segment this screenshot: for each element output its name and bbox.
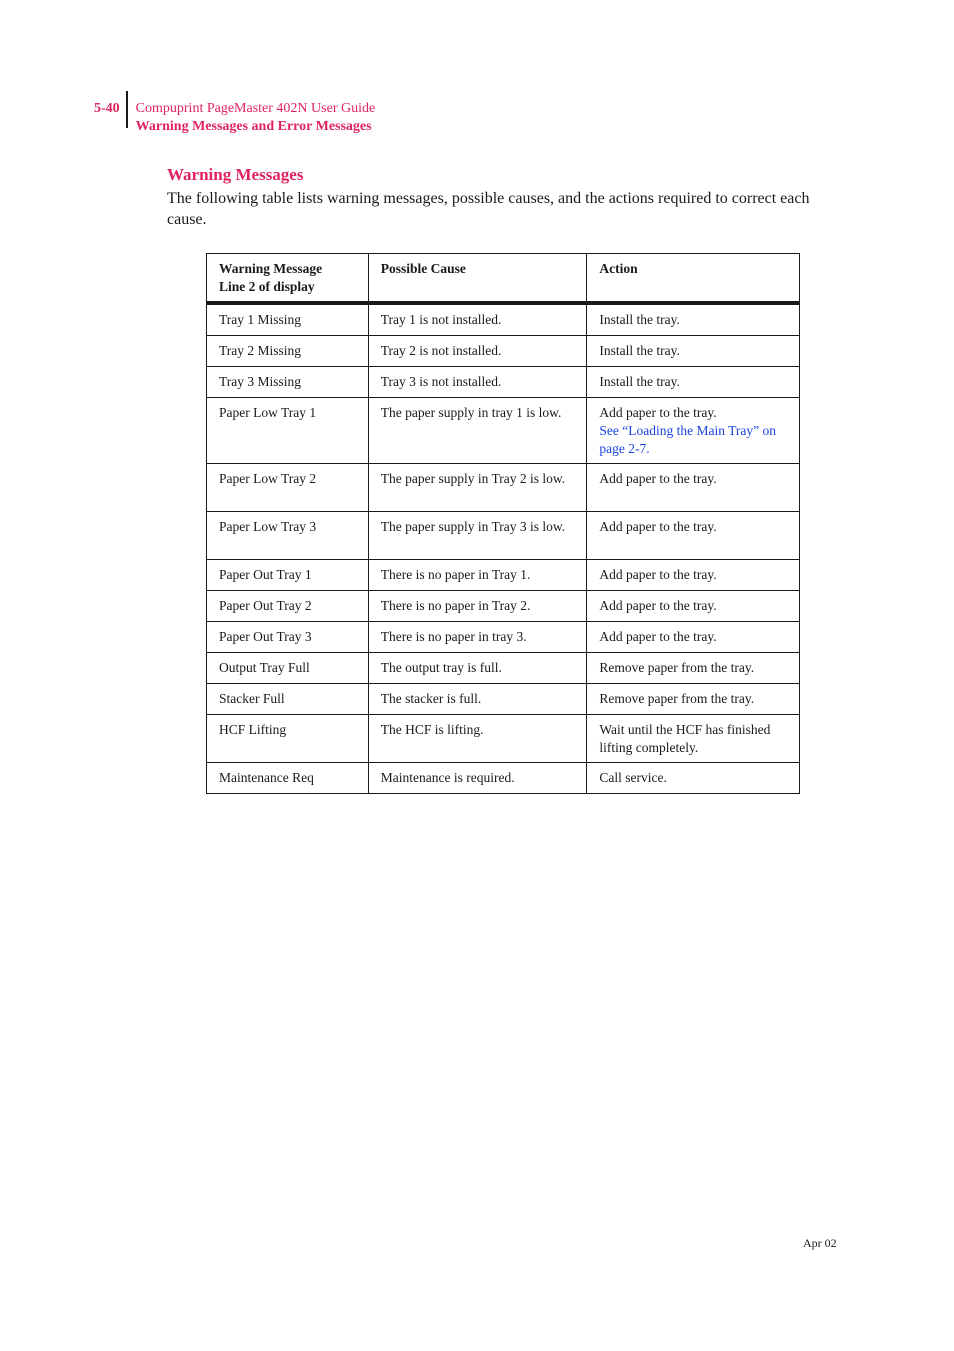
cell-message: Tray 2 Missing bbox=[207, 336, 369, 367]
cell-action bbox=[587, 398, 800, 464]
cell-message: Stacker Full bbox=[207, 684, 369, 715]
cell-action: Remove paper from the tray. bbox=[587, 684, 800, 715]
cell-action: Add paper to the tray. bbox=[587, 591, 800, 622]
cell-cause: Tray 1 is not installed. bbox=[368, 303, 587, 336]
table-row bbox=[207, 715, 800, 763]
table-row bbox=[207, 684, 800, 715]
column-header-message bbox=[207, 254, 369, 304]
cell-cause: The HCF is lifting. bbox=[368, 715, 587, 763]
table-row bbox=[207, 367, 800, 398]
table-row bbox=[207, 303, 800, 336]
table-row bbox=[207, 560, 800, 591]
header-titles bbox=[136, 100, 376, 136]
cross-reference-link[interactable]: See “Loading the Main Tray” on page 2-7. bbox=[599, 423, 776, 456]
header-divider bbox=[126, 91, 128, 128]
cell-cause: There is no paper in Tray 1. bbox=[368, 560, 587, 591]
cell-action: Add paper to the tray. bbox=[587, 512, 800, 560]
section-title: Warning Messages bbox=[167, 165, 304, 184]
cell-action: Add paper to the tray. bbox=[587, 464, 800, 512]
guide-title: Compuprint PageMaster 402N User Guide bbox=[135, 101, 376, 116]
footer-date: Apr 02 bbox=[803, 1236, 837, 1250]
table-header-row bbox=[207, 254, 800, 304]
cell-action: Install the tray. bbox=[587, 336, 800, 367]
column-header-cause: Possible Cause bbox=[368, 254, 587, 304]
cell-cause: Tray 3 is not installed. bbox=[368, 367, 587, 398]
table-row bbox=[207, 336, 800, 367]
table-row bbox=[207, 622, 800, 653]
cell-action: Call service. bbox=[587, 763, 800, 794]
cell-message: Paper Out Tray 2 bbox=[207, 591, 369, 622]
cell-action: Remove paper from the tray. bbox=[587, 653, 800, 684]
cell-message: HCF Lifting bbox=[207, 715, 369, 763]
cell-action: Add paper to the tray. bbox=[587, 560, 800, 591]
cell-message: Paper Out Tray 3 bbox=[207, 622, 369, 653]
cell-cause: The paper supply in tray 1 is low. bbox=[368, 398, 587, 464]
cell-message: Output Tray Full bbox=[207, 653, 369, 684]
table-row bbox=[207, 512, 800, 560]
page-number: 5-40 bbox=[94, 101, 120, 116]
cell-action: Install the tray. bbox=[587, 303, 800, 336]
cell-action: Add paper to the tray. bbox=[587, 622, 800, 653]
cell-cause: The stacker is full. bbox=[368, 684, 587, 715]
table-row bbox=[207, 398, 800, 464]
table-row bbox=[207, 763, 800, 794]
cell-cause: Tray 2 is not installed. bbox=[368, 336, 587, 367]
table-row bbox=[207, 591, 800, 622]
cell-action: Wait until the HCF has finished lifting completely. bbox=[587, 715, 800, 763]
cell-message: Paper Low Tray 1 bbox=[207, 398, 369, 464]
running-header bbox=[94, 99, 375, 136]
cell-cause: There is no paper in Tray 2. bbox=[368, 591, 587, 622]
cell-cause: The output tray is full. bbox=[368, 653, 587, 684]
table-row bbox=[207, 464, 800, 512]
section-intro: The following table lists warning messages, possible causes, and the actions required to correct each cause. bbox=[167, 190, 810, 228]
cell-message: Paper Low Tray 3 bbox=[207, 512, 369, 560]
cell-message: Tray 3 Missing bbox=[207, 367, 369, 398]
cell-cause: Maintenance is required. bbox=[368, 763, 587, 794]
chapter-title: Warning Messages and Error Messages bbox=[135, 119, 372, 134]
cell-cause: There is no paper in tray 3. bbox=[368, 622, 587, 653]
column-header-message-line2: Line 2 of display bbox=[219, 279, 315, 294]
cell-message: Paper Low Tray 2 bbox=[207, 464, 369, 512]
warning-messages-table bbox=[206, 253, 800, 794]
cell-cause: The paper supply in Tray 2 is low. bbox=[368, 464, 587, 512]
cell-message: Paper Out Tray 1 bbox=[207, 560, 369, 591]
column-header-message-line1: Warning Message bbox=[219, 261, 323, 276]
column-header-action: Action bbox=[587, 254, 800, 304]
cell-action: Install the tray. bbox=[587, 367, 800, 398]
cell-action-text: Add paper to the tray. bbox=[599, 405, 717, 420]
cell-message: Maintenance Req bbox=[207, 763, 369, 794]
cell-message: Tray 1 Missing bbox=[207, 303, 369, 336]
cell-cause: The paper supply in Tray 3 is low. bbox=[368, 512, 587, 560]
table-row bbox=[207, 653, 800, 684]
